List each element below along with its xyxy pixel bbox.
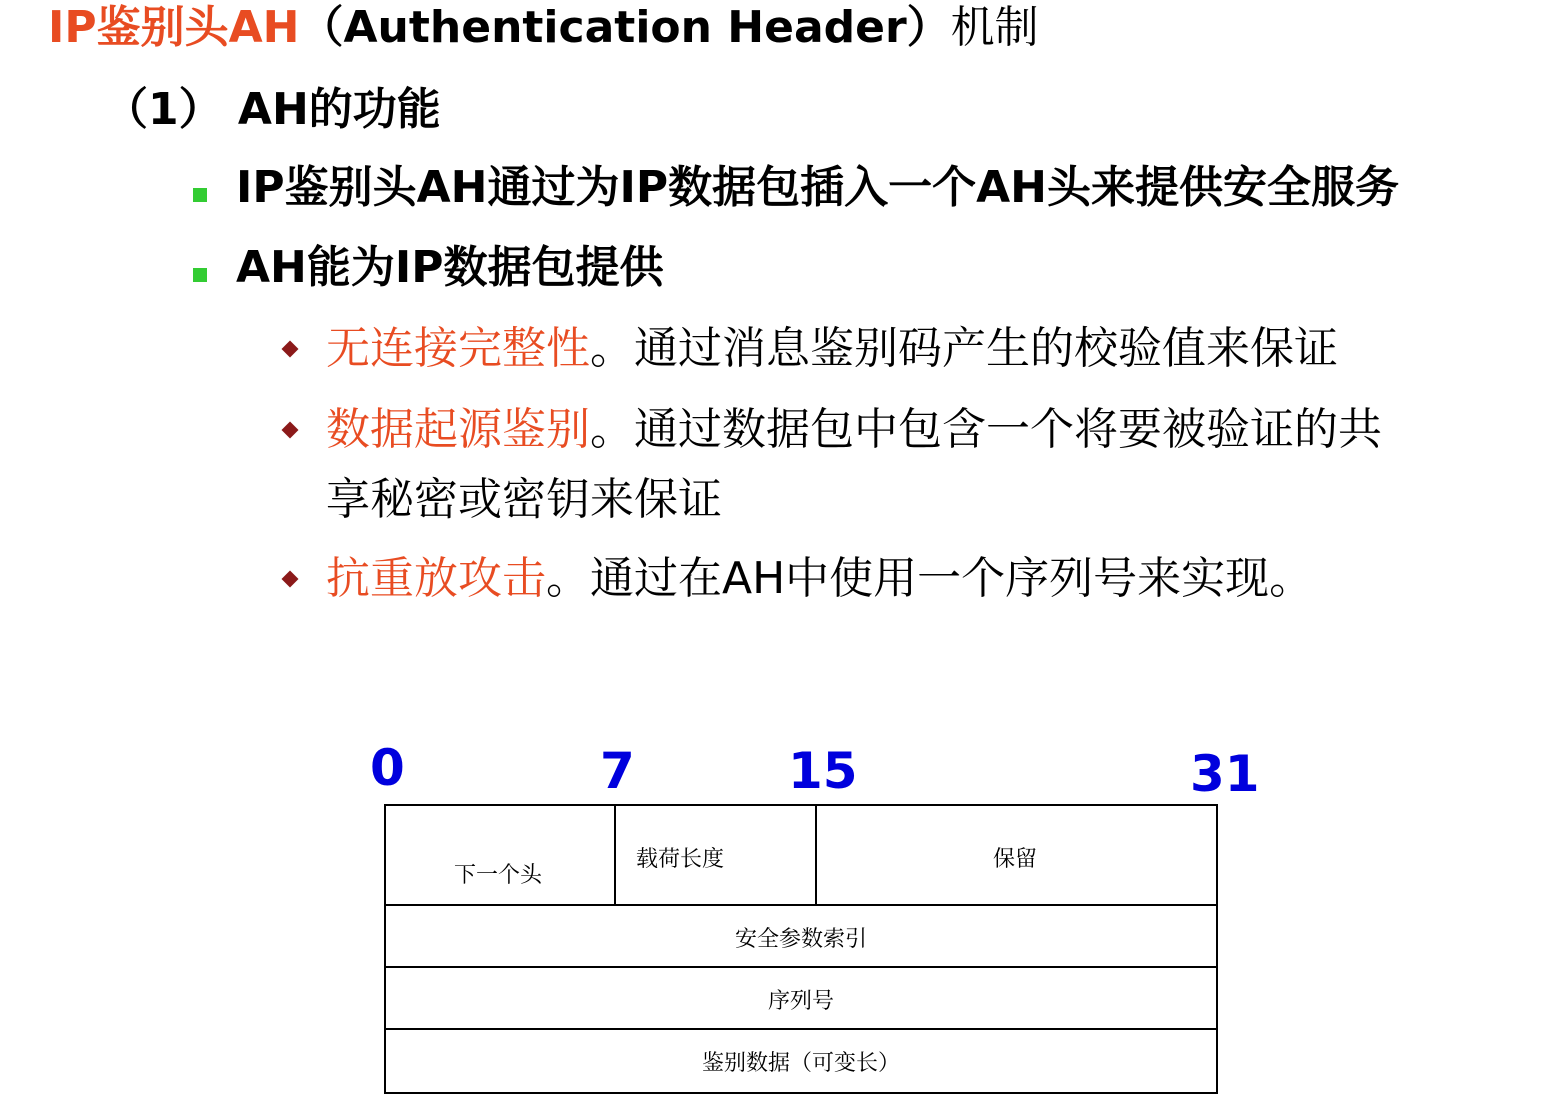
subitem-origin-desc: 。通过数据包中包含一个将要被验证的共 (590, 404, 1382, 455)
title-part-ah: IP鉴别头AH (48, 2, 300, 53)
field-auth-data (384, 1028, 1218, 1094)
field-auth-data-label: 鉴别数据（可变长） (701, 1051, 900, 1076)
bit-label-7: 7 (600, 742, 635, 800)
subitem-integrity-desc: 。通过消息鉴别码产生的校验值来保证 (590, 323, 1338, 374)
ah-header-diagram (384, 804, 1218, 1094)
field-payload-length (614, 804, 817, 906)
subitem-integrity (326, 323, 1338, 375)
field-sequence-number (384, 966, 1218, 1030)
bit-label-15: 15 (788, 742, 858, 800)
subitem-replay-desc: 。通过在AH中使用一个序列号来实现。 (546, 553, 1314, 604)
subitem-anti-replay (326, 553, 1313, 605)
diamond-bullet-icon (282, 341, 299, 358)
field-payload-length-label: 载荷长度 (636, 847, 725, 872)
subitem-origin-auth (326, 404, 1382, 456)
subitem-integrity-term: 无连接完整性 (326, 323, 590, 374)
field-sequence-label: 序列号 (767, 989, 834, 1014)
bit-label-31: 31 (1190, 745, 1260, 803)
field-reserved-label: 保留 (993, 847, 1038, 872)
bullet-ah-header: IP鉴别头AH通过为IP数据包插入一个AH头来提供安全服务 (236, 162, 1399, 213)
title-part-mechanism: 机制 (950, 2, 1039, 53)
subitem-origin-term: 数据起源鉴别 (326, 404, 590, 455)
subitem-replay-term: 抗重放攻击 (326, 553, 546, 604)
field-reserved (815, 804, 1218, 906)
title-part-english: （Authentication Header） (299, 2, 951, 53)
field-spi (384, 904, 1218, 968)
field-spi-label: 安全参数索引 (734, 927, 867, 952)
square-bullet-icon (193, 268, 207, 282)
diamond-bullet-icon (282, 422, 299, 439)
slide-title (48, 2, 1039, 54)
field-next-header-label: 下一个头 (454, 863, 543, 888)
square-bullet-icon (193, 188, 207, 202)
field-next-header (384, 804, 616, 906)
subitem-origin-desc-line2: 享秘密或密钥来保证 (326, 474, 722, 525)
bullet-ah-provides: AH能为IP数据包提供 (236, 242, 664, 293)
section-heading: （1） AH的功能 (104, 84, 441, 135)
bit-label-0: 0 (370, 739, 405, 797)
diamond-bullet-icon (282, 571, 299, 588)
